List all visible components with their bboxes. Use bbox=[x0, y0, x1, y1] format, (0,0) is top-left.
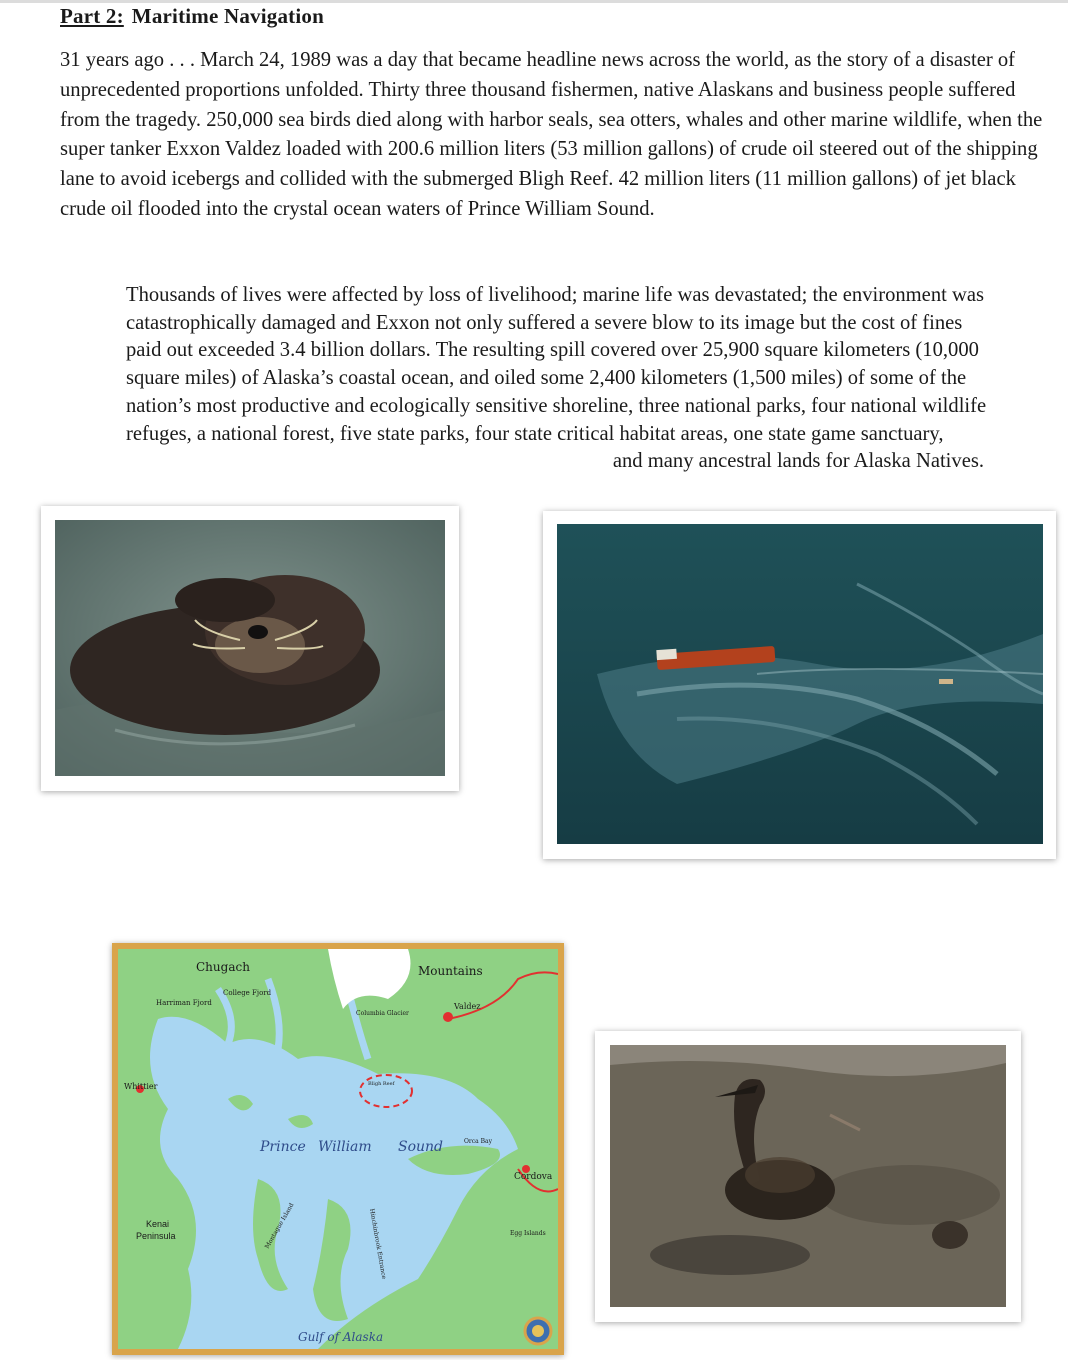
prince-william-sound-map bbox=[112, 943, 564, 1355]
sea-otter-image bbox=[55, 520, 445, 776]
tanker-spill-image bbox=[557, 524, 1043, 844]
map-label-egg-islands: Egg Islands bbox=[510, 1230, 546, 1237]
map-label-valdez: Valdez bbox=[454, 1002, 481, 1011]
intro-paragraph: 31 years ago . . . March 24, 1989 was a day that became headline news across the world, as the story of a disaster of unprecedented proportions unfolded. Thirty three thousand fishermen, native Alaskans and business people suffered from the tragedy. 250,000 sea birds died along with harbor seals, sea otters, whales and other marine wildlife, when the super tanker Exxon Valdez loaded with 200.6 million liters (53 million gallons) of crude oil steered out of the shipping lane to avoid icebergs and collided with the submerged Bligh Reef. 42 million liters (11 million gallons) of jet black crude oil flooded into the crystal ocean waters of Prince William Sound. bbox=[60, 49, 1043, 220]
impact-paragraph-body: Thousands of lives were affected by loss of livelihood; marine life was devastated; the environment was catastrophically damaged and Exxon not only suffered a severe blow to its image but the cost of fines paid out exceeded 3.4 billion dollars. The resulting spill covered over 25,900 square kilometers (10,000 square miles) of Alaska’s coastal ocean, and oiled some 2,400 kilometers (1,500 miles) of some of the nation’s most productive and ecologically sensitive shoreline, three national parks, four national wildlife refuges, a national forest, five state parks, four state critical habitat areas, one state game sanctuary, bbox=[126, 284, 987, 445]
tanker-spill-photo bbox=[543, 511, 1056, 859]
map-label-william: William bbox=[318, 1139, 372, 1155]
map-label-mountains: Mountains bbox=[418, 964, 483, 978]
map-label-college-fjord: College Fjord bbox=[223, 989, 272, 997]
map-label-montague-island: Montague Island bbox=[263, 1201, 296, 1250]
heading-title: Maritime Navigation bbox=[131, 4, 324, 28]
map-label-harriman-fjord: Harriman Fjord bbox=[156, 999, 212, 1007]
map-label-columbia-glacier: Columbia Glacier bbox=[356, 1010, 409, 1017]
map-label-whittier: Whittier bbox=[124, 1082, 158, 1091]
oiled-bird-photo bbox=[595, 1031, 1021, 1322]
map-label-kenai: Kenai bbox=[146, 1219, 170, 1229]
top-rule bbox=[0, 0, 1068, 3]
map-label-bligh-reef: Bligh Reef bbox=[368, 1081, 395, 1087]
sea-otter-photo bbox=[41, 506, 459, 791]
part-label: Part 2: bbox=[60, 4, 124, 28]
map-label-prince: Prince bbox=[260, 1139, 306, 1155]
map-label-chugach: Chugach bbox=[196, 960, 250, 974]
map-label-peninsula: Peninsula bbox=[136, 1231, 176, 1241]
page-heading bbox=[60, 4, 324, 29]
impact-paragraph bbox=[126, 282, 996, 476]
map-image bbox=[118, 949, 558, 1349]
map-label-sound: Sound bbox=[398, 1139, 444, 1155]
map-label-orca-bay: Orca Bay bbox=[464, 1138, 493, 1145]
map-label-gulf: Gulf of Alaska bbox=[298, 1330, 384, 1344]
oiled-bird-image bbox=[610, 1045, 1006, 1307]
map-label-hinchinbrook: Hinchinbrook Entrance bbox=[368, 1208, 388, 1280]
map-label-cordova: Cordova bbox=[514, 1172, 553, 1182]
impact-paragraph-end: and many ancestral lands for Alaska Natives. bbox=[612, 450, 984, 473]
